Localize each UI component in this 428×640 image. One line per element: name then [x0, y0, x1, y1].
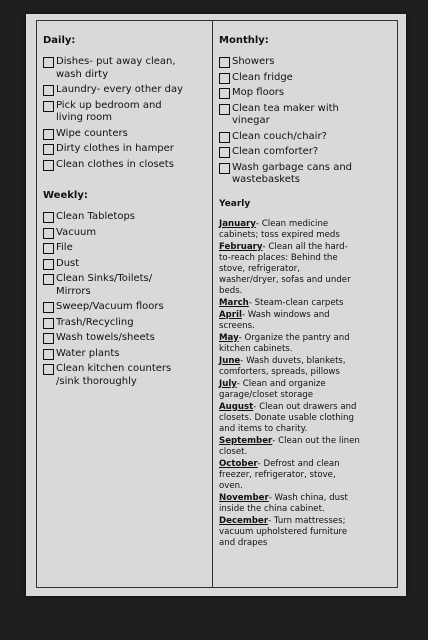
daily-item[interactable]: [43, 56, 206, 81]
weekly-item-label: Trash/Recycling: [56, 316, 134, 328]
month-task: - Wash duvets, blankets, comforters, spreads, pillows: [219, 355, 346, 377]
yearly-entry: [219, 333, 391, 355]
weekly-item-label: Clean Sinks/Toilets/ Mirrors: [56, 273, 153, 297]
chore-table: [36, 20, 398, 588]
daily-item-label: Laundry- every other day: [56, 84, 184, 95]
checkbox[interactable]: [219, 88, 230, 99]
yearly-heading: Yearly: [219, 198, 251, 209]
yearly-entry: [219, 493, 391, 515]
month-task: - Turn mattresses; vacuum upholstered furniture and drapes: [219, 515, 348, 548]
yearly-entry: [219, 298, 391, 309]
month-label: July: [219, 378, 237, 389]
checkbox[interactable]: [43, 228, 54, 239]
checkbox[interactable]: [219, 73, 230, 84]
chore-chart-sheet: [26, 14, 406, 596]
month-task: - Wash windows and screens.: [219, 309, 330, 331]
checkbox[interactable]: [219, 132, 230, 143]
monthly-list: [219, 56, 391, 187]
month-label: December: [219, 515, 269, 526]
checkbox[interactable]: [43, 101, 54, 112]
yearly-entry: [219, 356, 391, 378]
month-label: May: [219, 332, 239, 343]
yearly-entry: [219, 402, 391, 435]
checkbox[interactable]: [219, 57, 230, 68]
yearly-entry: [219, 379, 391, 401]
checkbox[interactable]: [43, 302, 54, 313]
month-task: - Clean and organize garage/closet storage: [219, 378, 326, 400]
month-task: - Wash china, dust inside the china cabinet.: [219, 492, 348, 514]
left-column: [37, 21, 213, 587]
checkbox[interactable]: [43, 318, 54, 329]
month-task: - Clean all the hard- to-reach places: Behind the stove, refrigerator, washer/dryer, sofas and under beds.: [219, 241, 351, 296]
checkbox[interactable]: [219, 163, 230, 174]
monthly-item-label: Clean comforter?: [232, 146, 319, 157]
weekly-item[interactable]: [43, 211, 206, 224]
checkbox[interactable]: [43, 333, 54, 344]
daily-list: [43, 56, 206, 171]
monthly-item[interactable]: [219, 146, 391, 159]
weekly-item[interactable]: [43, 242, 206, 255]
daily-item[interactable]: [43, 159, 206, 172]
weekly-item-label: Clean kitchen counters /sink thoroughly: [56, 363, 172, 387]
weekly-item[interactable]: [43, 258, 206, 271]
weekly-item[interactable]: [43, 317, 206, 330]
checkbox[interactable]: [43, 129, 54, 140]
weekly-item[interactable]: [43, 301, 206, 314]
monthly-item-label: Showers: [232, 56, 275, 67]
checkbox[interactable]: [43, 212, 54, 223]
weekly-item-label: Clean Tabletops: [56, 211, 136, 222]
yearly-entry: [219, 310, 391, 332]
checkbox[interactable]: [43, 160, 54, 171]
weekly-heading: Weekly:: [43, 190, 88, 201]
checkbox[interactable]: [43, 243, 54, 254]
daily-item-label: Clean clothes in closets: [56, 158, 174, 170]
weekly-item-label: Wash towels/sheets: [56, 332, 155, 343]
month-task: - Clean out the linen closet.: [219, 435, 360, 457]
daily-item-label: Wipe counters: [56, 127, 128, 139]
month-label: April: [219, 309, 242, 320]
yearly-entry: [219, 436, 391, 458]
daily-item[interactable]: [43, 143, 206, 156]
monthly-item-label: Clean fridge: [232, 71, 293, 83]
monthly-item-label: Clean couch/chair?: [232, 130, 327, 142]
weekly-item[interactable]: [43, 227, 206, 240]
month-label: March: [219, 297, 249, 308]
weekly-item-label: Water plants: [56, 347, 120, 359]
monthly-item-label: Mop floors: [232, 87, 285, 98]
yearly-entry: [219, 242, 391, 297]
right-column: [213, 21, 397, 587]
month-label: February: [219, 241, 263, 252]
checkbox[interactable]: [43, 364, 54, 375]
checkbox[interactable]: [43, 144, 54, 155]
monthly-item[interactable]: [219, 162, 391, 187]
month-label: November: [219, 492, 269, 503]
yearly-list: [219, 219, 391, 549]
checkbox[interactable]: [43, 259, 54, 270]
monthly-item-label: Clean tea maker with vinegar: [232, 102, 339, 126]
section-gap: [43, 174, 206, 188]
monthly-item[interactable]: [219, 72, 391, 85]
monthly-item[interactable]: [219, 87, 391, 100]
checkbox[interactable]: [219, 147, 230, 158]
month-task: - Organize the pantry and kitchen cabinets.: [219, 332, 350, 354]
yearly-entry: [219, 219, 391, 241]
checkbox[interactable]: [43, 274, 54, 285]
weekly-item[interactable]: [43, 273, 206, 298]
weekly-item-label: Sweep/Vacuum floors: [56, 301, 164, 312]
month-label: August: [219, 401, 254, 412]
weekly-list: [43, 211, 206, 388]
checkbox[interactable]: [43, 349, 54, 360]
monthly-heading: Monthly:: [219, 35, 269, 46]
monthly-item[interactable]: [219, 56, 391, 69]
daily-item[interactable]: [43, 100, 206, 125]
daily-item-label: Dishes- put away clean, wash dirty: [56, 56, 176, 80]
monthly-item-label: Wash garbage cans and wastebaskets: [232, 161, 353, 185]
weekly-item[interactable]: [43, 332, 206, 345]
weekly-item-label: File: [56, 242, 73, 253]
daily-heading: Daily:: [43, 35, 76, 46]
yearly-entry: [219, 459, 391, 492]
checkbox[interactable]: [43, 85, 54, 96]
month-label: October: [219, 458, 258, 469]
daily-item[interactable]: [43, 84, 206, 97]
daily-item-label: Dirty clothes in hamper: [56, 143, 174, 154]
monthly-item[interactable]: [219, 131, 391, 144]
month-label: September: [219, 435, 273, 446]
weekly-item[interactable]: [43, 363, 206, 388]
month-task: - Clean out drawers and closets. Donate usable clothing and items to charity.: [219, 401, 357, 434]
month-task: - Clean medicine cabinets; toss expired meds: [219, 218, 340, 240]
checkbox[interactable]: [219, 104, 230, 115]
daily-item[interactable]: [43, 128, 206, 141]
weekly-item-label: Dust: [56, 257, 80, 269]
daily-item-label: Pick up bedroom and living room: [56, 99, 162, 123]
weekly-item-label: Vacuum: [56, 226, 97, 238]
month-label: June: [219, 355, 241, 366]
yearly-entry: [219, 516, 391, 549]
month-task: - Steam-clean carpets: [248, 297, 344, 308]
month-label: January: [219, 218, 256, 229]
checkbox[interactable]: [43, 57, 54, 68]
monthly-item[interactable]: [219, 103, 391, 128]
weekly-item[interactable]: [43, 348, 206, 361]
month-task: - Defrost and clean freezer, refrigerator, stove, oven.: [219, 458, 340, 491]
